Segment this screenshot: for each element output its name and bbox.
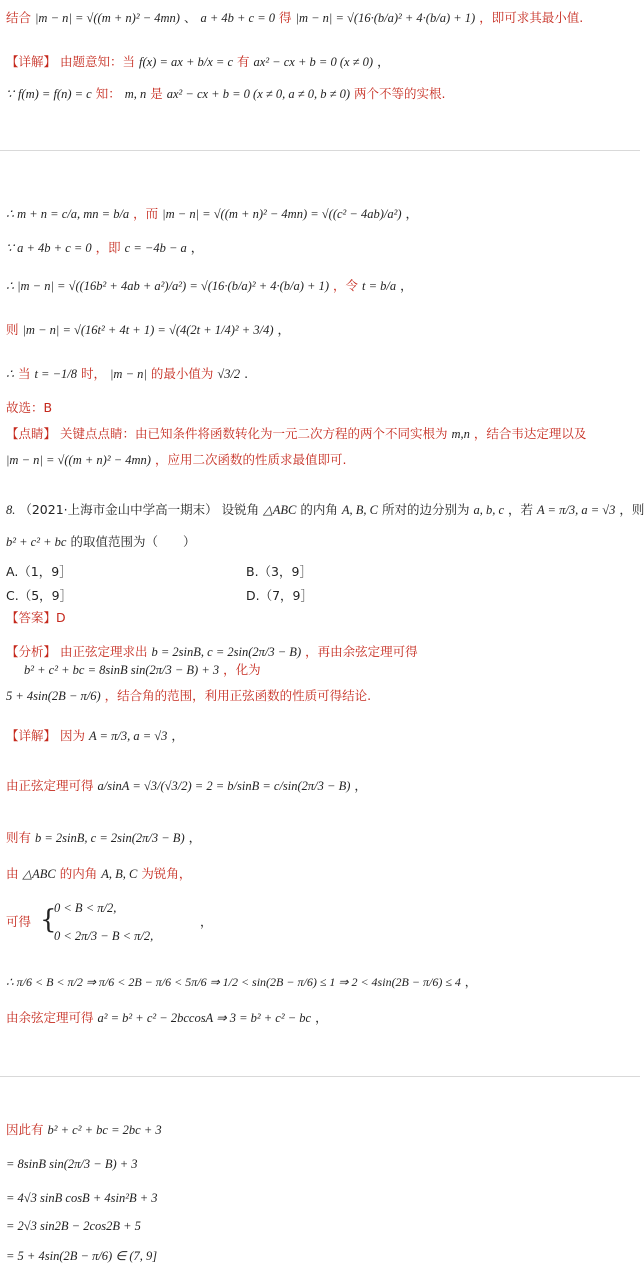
question-number: 8. [6, 503, 16, 517]
formula: a, b, c [473, 503, 505, 517]
question-source: （2021·上海市金山中学高一期末） [19, 502, 218, 517]
option-d: D.（7，9］ [246, 588, 314, 603]
formula: ax² − cx + b = 0 (x ≠ 0, a ≠ 0, b ≠ 0) [166, 87, 351, 101]
text: ，则 [619, 502, 644, 517]
text: ， [200, 914, 213, 929]
text: 两个不等的实根. [354, 86, 446, 101]
text-line [6, 240, 203, 256]
text: 知： [95, 86, 121, 101]
text: 的最小值为 [150, 366, 214, 381]
text-line [6, 644, 418, 660]
text: ，令 [333, 278, 359, 293]
text: ，即 [95, 240, 121, 255]
formula: ∴ [6, 367, 14, 381]
text: ， [405, 206, 419, 221]
text-line [6, 778, 367, 794]
text: 由余弦定理可得 [6, 1010, 94, 1025]
text-line [6, 1122, 162, 1138]
text: ，应用二次函数的性质求最值即可. [154, 452, 347, 467]
formula: f(m) = f(n) = c [17, 87, 92, 101]
text: 由正弦定理可得 [6, 778, 94, 793]
formula: m, n [124, 87, 147, 101]
text: 是 [150, 86, 163, 101]
text-line [6, 366, 248, 382]
text: 的取值范围为（ ） [70, 534, 196, 549]
formula: A, B, C [101, 867, 138, 881]
formula: a + 4b + c = 0 [200, 11, 276, 25]
text: ， [188, 830, 202, 845]
text: ，即可求其最小值. [479, 10, 584, 25]
formula: c = −4b − a [124, 241, 187, 255]
formula: 5 + 4sin(2B − π/6) [6, 689, 101, 703]
text: 由题意知：当 [60, 54, 136, 69]
text-line [6, 206, 418, 222]
formula: t = −1/8 [34, 367, 78, 381]
formula: |m − n| [110, 367, 147, 381]
text: 有 [237, 54, 250, 69]
text-line [6, 974, 477, 990]
text: 则有 [6, 830, 32, 845]
text: 的内角 [300, 502, 338, 517]
formula: ∵ [6, 87, 14, 101]
detail-label: 【详解】 [6, 728, 57, 743]
detail-label: 【详解】 [6, 54, 57, 69]
text: ，化为 [223, 662, 261, 677]
page-divider [0, 150, 640, 151]
text-line [6, 278, 413, 294]
answer-choice: 故选：B [6, 400, 53, 415]
text-line [6, 830, 201, 846]
formula: b = 2sinB, c = 2sin(2π/3 − B) [35, 831, 185, 845]
text-line [6, 322, 290, 338]
text: 当 [17, 366, 31, 381]
formula: a/sinA = √3/(√3/2) = 2 = b/sinB = c/sin(2π/3 − B) [97, 779, 351, 793]
option-b: B.（3，9］ [246, 564, 312, 579]
formula: b² + c² + bc [6, 535, 67, 549]
text: 关键点点睛：由已知条件将函数转化为一元二次方程的两个不同实根为 [60, 426, 448, 441]
formula: b² + c² + bc = 2bc + 3 [47, 1123, 162, 1137]
text: 为锐角， [141, 866, 192, 881]
formula: = 5 + 4sin(2B − π/6) ∈ (7, 9] [6, 1249, 158, 1263]
text-line [6, 10, 583, 26]
analysis-label: 【分析】 [6, 644, 57, 659]
text: 则 [6, 322, 19, 337]
text: . [244, 366, 249, 381]
formula: = 4√3 sinB cosB + 4sin²B + 3 [6, 1191, 158, 1205]
page-divider [0, 1076, 640, 1077]
formula: △ABC [22, 867, 56, 881]
text: 的内角 [59, 866, 98, 881]
option-c: C.（5，9］ [6, 588, 73, 603]
formula: |m − n| = √(16·(b/a)² + 4·(b/a) + 1) [295, 11, 476, 25]
text-line [6, 86, 445, 102]
text: ， [315, 1010, 328, 1025]
text: 所对的边分别为 [381, 502, 470, 517]
text: ， [171, 728, 184, 743]
text: 可得 [6, 914, 32, 929]
formula: ∴ π/6 < B < π/2 ⇒ π/6 < 2B − π/6 < 5π/6 ⇒ 1/2 < sin(2B − π/6) ≤ 1 ⇒ 2 < 4sin(2B − π/6) ≤ 4 [6, 975, 461, 989]
formula: m,n [451, 427, 470, 441]
text: ，结合韦达定理以及 [473, 426, 587, 441]
formula: |m − n| = √((m + n)² − 4mn) = √((c² − 4ab)/a²) [162, 207, 402, 221]
formula: ax² − cx + b = 0 (x ≠ 0) [253, 55, 374, 69]
text-line [24, 662, 261, 678]
formula: 0 < 2π/3 − B < π/2, [54, 929, 154, 943]
text: ， [277, 322, 291, 337]
left-brace: { [40, 905, 57, 935]
question-stem [6, 534, 195, 550]
text-line [6, 866, 191, 882]
text: 由正弦定理求出 [60, 644, 148, 659]
formula: = 8sinB sin(2π/3 − B) + 3 [6, 1157, 138, 1171]
text: ，若 [508, 502, 534, 517]
text: ， [464, 975, 477, 989]
text: 结合 [6, 10, 32, 25]
formula: ∴ |m − n| = √((16b² + 4ab + a²)/a²) = √(16·(b/a)² + 4·(b/a) + 1) [6, 279, 330, 293]
text: 时， [81, 366, 107, 381]
text: 因此有 [6, 1122, 44, 1137]
text-line [6, 452, 346, 468]
formula: √3/2 [217, 367, 241, 381]
formula: A, B, C [341, 503, 378, 517]
formula: |m − n| = √((m + n)² − 4mn) [35, 11, 180, 25]
formula: |m − n| = √(16t² + 4t + 1) = √(4(2t + 1/4)² + 3/4) [22, 323, 274, 337]
text: ，而 [133, 206, 159, 221]
text: 、 [183, 10, 197, 25]
text-line [6, 688, 371, 704]
text: ， [190, 240, 204, 255]
text-line [6, 426, 586, 442]
formula: b = 2sinB, c = 2sin(2π/3 − B) [151, 645, 302, 659]
formula: ∴ m + n = c/a, mn = b/a [6, 207, 130, 221]
text: ， [400, 278, 413, 293]
formula: △ABC [263, 503, 297, 517]
formula: f(x) = ax + b/x = c [139, 55, 234, 69]
text: 设锐角 [221, 502, 260, 517]
text: ，结合角的范围，利用正弦函数的性质可得结论. [104, 688, 372, 703]
formula: 0 < B < π/2, [54, 901, 117, 915]
formula: = 2√3 sin2B − 2cos2B + 5 [6, 1219, 141, 1233]
text-line [6, 1010, 328, 1026]
key-point-label: 【点睛】 [6, 426, 57, 441]
text-line [6, 54, 390, 70]
text: ，再由余弦定理可得 [305, 644, 418, 659]
formula: |m − n| = √((m + n)² − 4mn) [6, 453, 151, 467]
formula: a² = b² + c² − 2bccosA ⇒ 3 = b² + c² − bc [97, 1011, 312, 1025]
text-line [6, 728, 184, 744]
answer: 【答案】D [6, 610, 66, 625]
formula: A = π/3, a = √3 [89, 729, 168, 743]
text: 由 [6, 866, 19, 881]
option-a: A.（1，9］ [6, 564, 72, 579]
formula: ∵ a + 4b + c = 0 [6, 241, 92, 255]
text: ， [377, 54, 390, 69]
question-stem [6, 502, 644, 518]
text: ， [354, 778, 367, 793]
formula: b² + c² + bc = 8sinB sin(2π/3 − B) + 3 [24, 663, 220, 677]
text: 得 [279, 10, 292, 25]
text: 因为 [60, 728, 86, 743]
formula: A = π/3, a = √3 [537, 503, 616, 517]
formula: t = b/a [362, 279, 397, 293]
